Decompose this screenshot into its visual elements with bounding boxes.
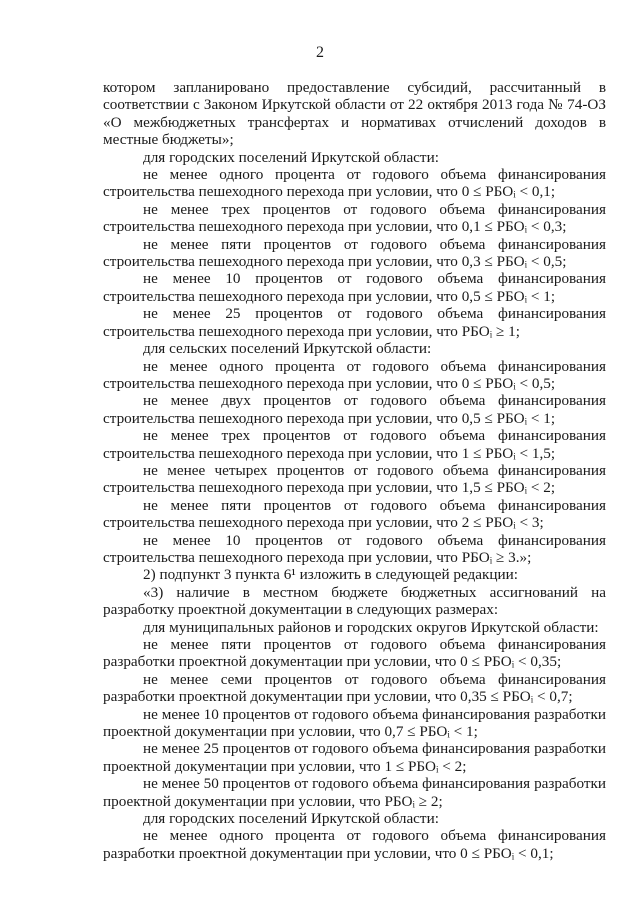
paragraph: не менее трех процентов от годового объема финансирования строительства пешеходного перехода при условии, что 1 ≤ РБОᵢ < 1,5; xyxy=(103,427,606,462)
paragraph: для муниципальных районов и городских округов Иркутской области: xyxy=(143,618,599,636)
paragraph: не менее двух процентов от годового объема финансирования строительства пешеходного перехода при условии, что 0,5 ≤ РБОᵢ < 1; xyxy=(103,392,606,427)
document-body xyxy=(103,79,606,862)
paragraph: не менее одного процента от годового объема финансирования разработки проектной документации при условии, что 0 ≤ РБОᵢ < 0,1; xyxy=(103,827,606,862)
paragraph: не менее семи процентов от годового объема финансирования разработки проектной документации при условии, что 0,35 ≤ РБОᵢ < 0,7; xyxy=(103,670,606,706)
paragraph: «3) наличие в местном бюджете бюджетных ассигнований на разработку проектной документации в следующих размерах: xyxy=(103,583,606,619)
paragraph: не менее трех процентов от годового объема финансирования строительства пешеходного перехода при условии, что 0,1 ≤ РБОᵢ < 0,3; xyxy=(103,200,606,236)
paragraph: не менее пяти процентов от годового объема финансирования разработки проектной документации при условии, что 0 ≤ РБОᵢ < 0,35; xyxy=(103,636,606,671)
paragraph: для городских поселений Иркутской области: xyxy=(143,810,439,828)
paragraph: не менее 25 процентов от годового объема финансирования разработки проектной документации при условии, что 1 ≤ РБОᵢ < 2; xyxy=(103,740,606,775)
page-number: 2 xyxy=(316,44,324,61)
paragraph: не менее 25 процентов от годового объема финансирования строительства пешеходного перехода при условии, что РБОᵢ ≥ 1; xyxy=(103,305,606,340)
paragraph: не менее одного процента от годового объема финансирования строительства пешеходного перехода при условии, что 0 ≤ РБОᵢ < 0,5; xyxy=(103,357,606,392)
paragraph: не менее 50 процентов от годового объема финансирования разработки проектной документации при условии, что РБОᵢ ≥ 2; xyxy=(103,775,606,810)
paragraph: не менее 10 процентов от годового объема финансирования строительства пешеходного перехода при условии, что 0,5 ≤ РБОᵢ < 1; xyxy=(103,270,606,305)
paragraph: не менее четырех процентов от годового объема финансирования строительства пешеходного перехода при условии, что 1,5 ≤ РБОᵢ < 2; xyxy=(103,461,606,497)
paragraph: не менее 10 процентов от годового объема финансирования строительства пешеходного перехода при условии, что РБОᵢ ≥ 3.»; xyxy=(103,531,606,566)
paragraph: не менее пяти процентов от годового объема финансирования строительства пешеходного перехода при условии, что 2 ≤ РБОᵢ < 3; xyxy=(103,496,606,532)
paragraph: для сельских поселений Иркутской области: xyxy=(143,340,432,358)
paragraph: для городских поселений Иркутской области: xyxy=(143,148,439,166)
paragraph: 2) подпункт 3 пункта 6¹ изложить в следующей редакции: xyxy=(143,566,518,584)
paragraph: не менее одного процента от годового объема финансирования строительства пешеходного перехода при условии, что 0 ≤ РБОᵢ < 0,1; xyxy=(103,166,606,201)
paragraph: не менее пяти процентов от годового объема финансирования строительства пешеходного перехода при условии, что 0,3 ≤ РБОᵢ < 0,5; xyxy=(103,235,606,271)
paragraph: не менее 10 процентов от годового объема финансирования разработки проектной документации при условии, что 0,7 ≤ РБОᵢ < 1; xyxy=(103,705,606,741)
paragraph: котором запланировано предоставление субсидий, рассчитанный в соответствии с Законом Иркутской области от 22 октября 2013 года № 74-ОЗ «О межбюджетных трансфертах и нормативах отчислений доходов в местные бюджеты»; xyxy=(103,79,606,149)
